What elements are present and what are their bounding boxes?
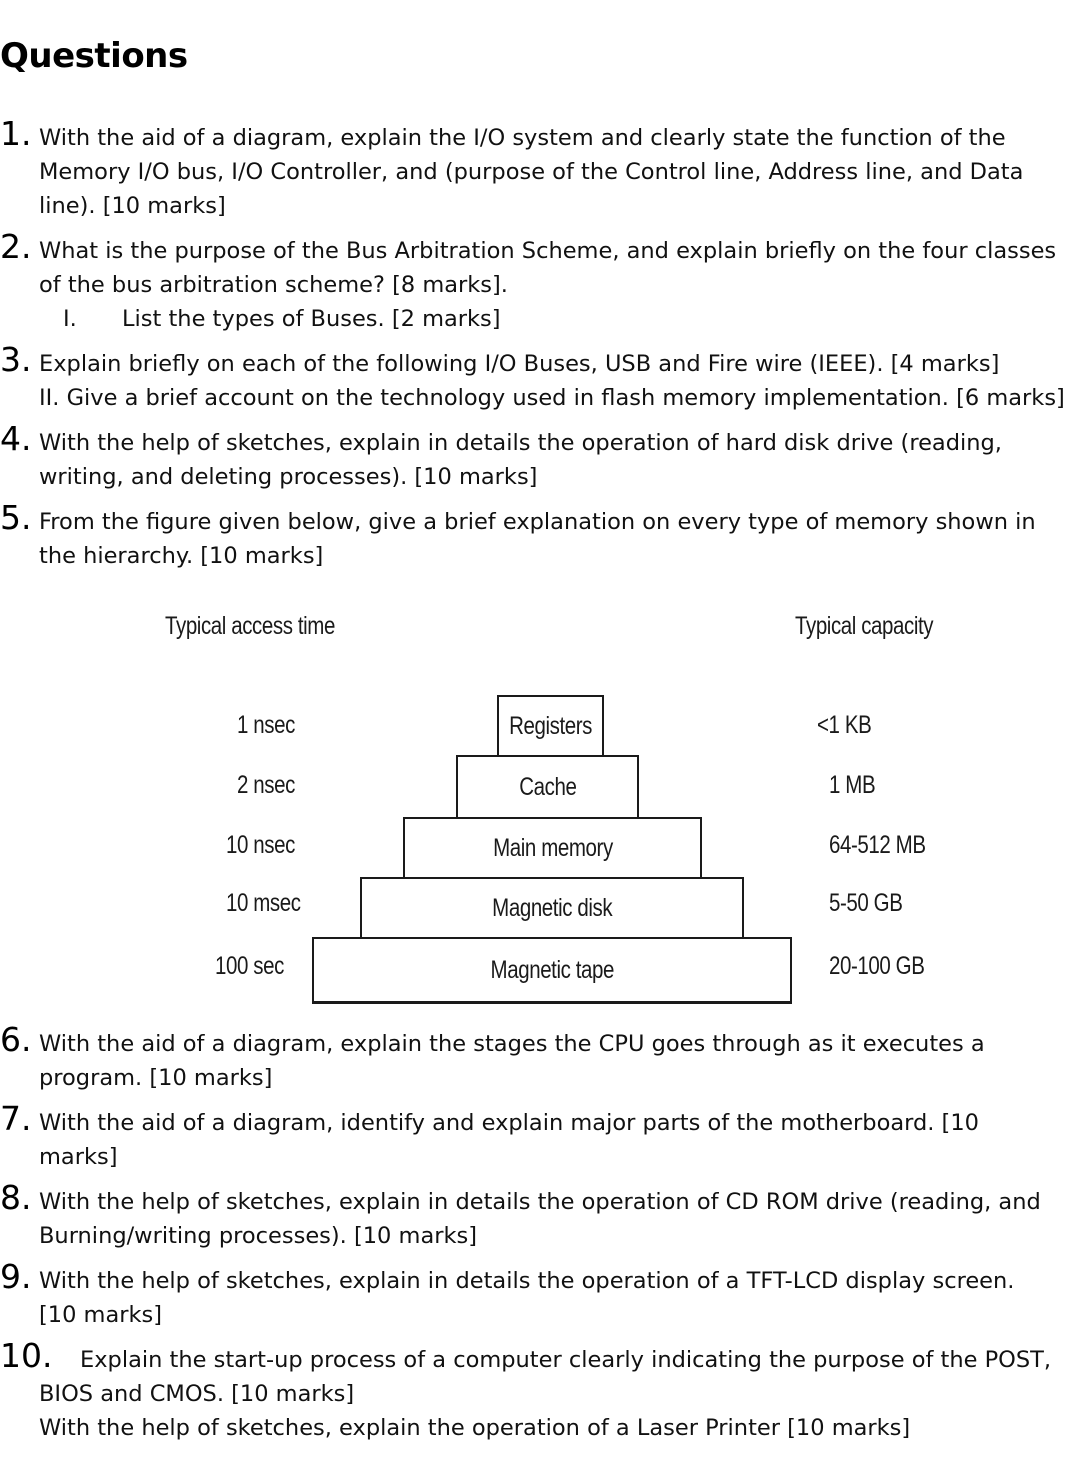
memory-level-main-memory	[403, 817, 702, 880]
question-number: 9.	[0, 1257, 32, 1296]
access-time-label: 10 nsec	[226, 831, 295, 859]
question-text-line: With the aid of a diagram, identify and explain major parts of the motherboard. [10	[39, 1110, 979, 1136]
question-number: 10.	[0, 1336, 53, 1375]
question-text-line: Explain the start-up process of a computer clearly indicating the purpose of the POST,	[80, 1347, 1052, 1373]
question-text-line: the hierarchy. [10 marks]	[39, 543, 324, 569]
question-number: 1.	[0, 114, 32, 153]
capacity-label: <1 KB	[817, 711, 872, 739]
question-text-line: II. Give a brief account on the technology used in flash memory implementation. [6 marks]	[39, 385, 1065, 411]
question-text-line: What is the purpose of the Bus Arbitration Scheme, and explain briefly on the four classes	[39, 238, 1057, 264]
question-number: 2.	[0, 227, 32, 266]
question-text-line: program. [10 marks]	[39, 1065, 273, 1091]
question-text-line: From the figure given below, give a brief explanation on every type of memory shown in	[39, 509, 1036, 535]
capacity-header: Typical capacity	[795, 612, 934, 640]
question-number: 7.	[0, 1099, 32, 1138]
memory-level-cache	[456, 755, 639, 819]
access-time-header: Typical access time	[165, 612, 335, 640]
access-time-label: 1 nsec	[237, 711, 295, 739]
question-text-line: line). [10 marks]	[39, 193, 226, 219]
memory-level-registers	[497, 695, 604, 757]
capacity-label: 20-100 GB	[829, 952, 925, 980]
access-time-label: 100 sec	[215, 952, 284, 980]
sub-question-text: List the types of Buses. [2 marks]	[122, 306, 501, 332]
memory-level-label: Magnetic tape	[490, 955, 614, 984]
question-text-line: With the aid of a diagram, explain the stages the CPU goes through as it executes a	[39, 1031, 985, 1057]
question-number: 3.	[0, 340, 32, 379]
memory-level-magnetic-tape	[312, 937, 792, 1004]
question-number: 6.	[0, 1020, 32, 1059]
question-text-line: writing, and deleting processes). [10 marks]	[39, 464, 538, 490]
question-text-line: With the help of sketches, explain in details the operation of a TFT-LCD display screen.	[39, 1268, 1015, 1294]
question-text-line: [10 marks]	[39, 1302, 163, 1328]
memory-level-label: Magnetic disk	[491, 893, 612, 922]
question-text-line: With the help of sketches, explain the operation of a Laser Printer [10 marks]	[39, 1415, 911, 1441]
question-text-line: Burning/writing processes). [10 marks]	[39, 1223, 478, 1249]
question-number: 5.	[0, 498, 32, 537]
capacity-label: 1 MB	[829, 771, 876, 799]
question-text-line: Memory I/O bus, I/O Controller, and (purpose of the Control line, Address line, and Data	[39, 159, 1024, 185]
access-time-label: 2 nsec	[237, 771, 295, 799]
sub-question-number: I.	[63, 306, 77, 332]
memory-level-label: Registers	[509, 711, 592, 740]
memory-level-label: Main memory	[492, 834, 613, 862]
question-text-line: With the aid of a diagram, explain the I/O system and clearly state the function of the	[39, 125, 1006, 151]
capacity-label: 5-50 GB	[829, 889, 903, 917]
question-text-line: marks]	[39, 1144, 118, 1170]
capacity-label: 64-512 MB	[829, 831, 926, 859]
question-text-line: With the help of sketches, explain in details the operation of CD ROM drive (reading, and	[39, 1189, 1041, 1215]
question-number: 4.	[0, 419, 32, 458]
memory-level-label: Cache	[518, 772, 577, 801]
question-number: 8.	[0, 1178, 32, 1217]
access-time-label: 10 msec	[226, 889, 301, 917]
question-text-line: With the help of sketches, explain in details the operation of hard disk drive (reading,	[39, 430, 1002, 456]
memory-level-magnetic-disk	[360, 877, 744, 939]
page-heading: Questions	[0, 36, 188, 76]
question-text-line: Explain briefly on each of the following I/O Buses, USB and Fire wire (IEEE). [4 marks]	[39, 351, 1000, 377]
question-text-line: BIOS and CMOS. [10 marks]	[39, 1381, 355, 1407]
question-text-line: of the bus arbitration scheme? [8 marks].	[39, 272, 508, 298]
